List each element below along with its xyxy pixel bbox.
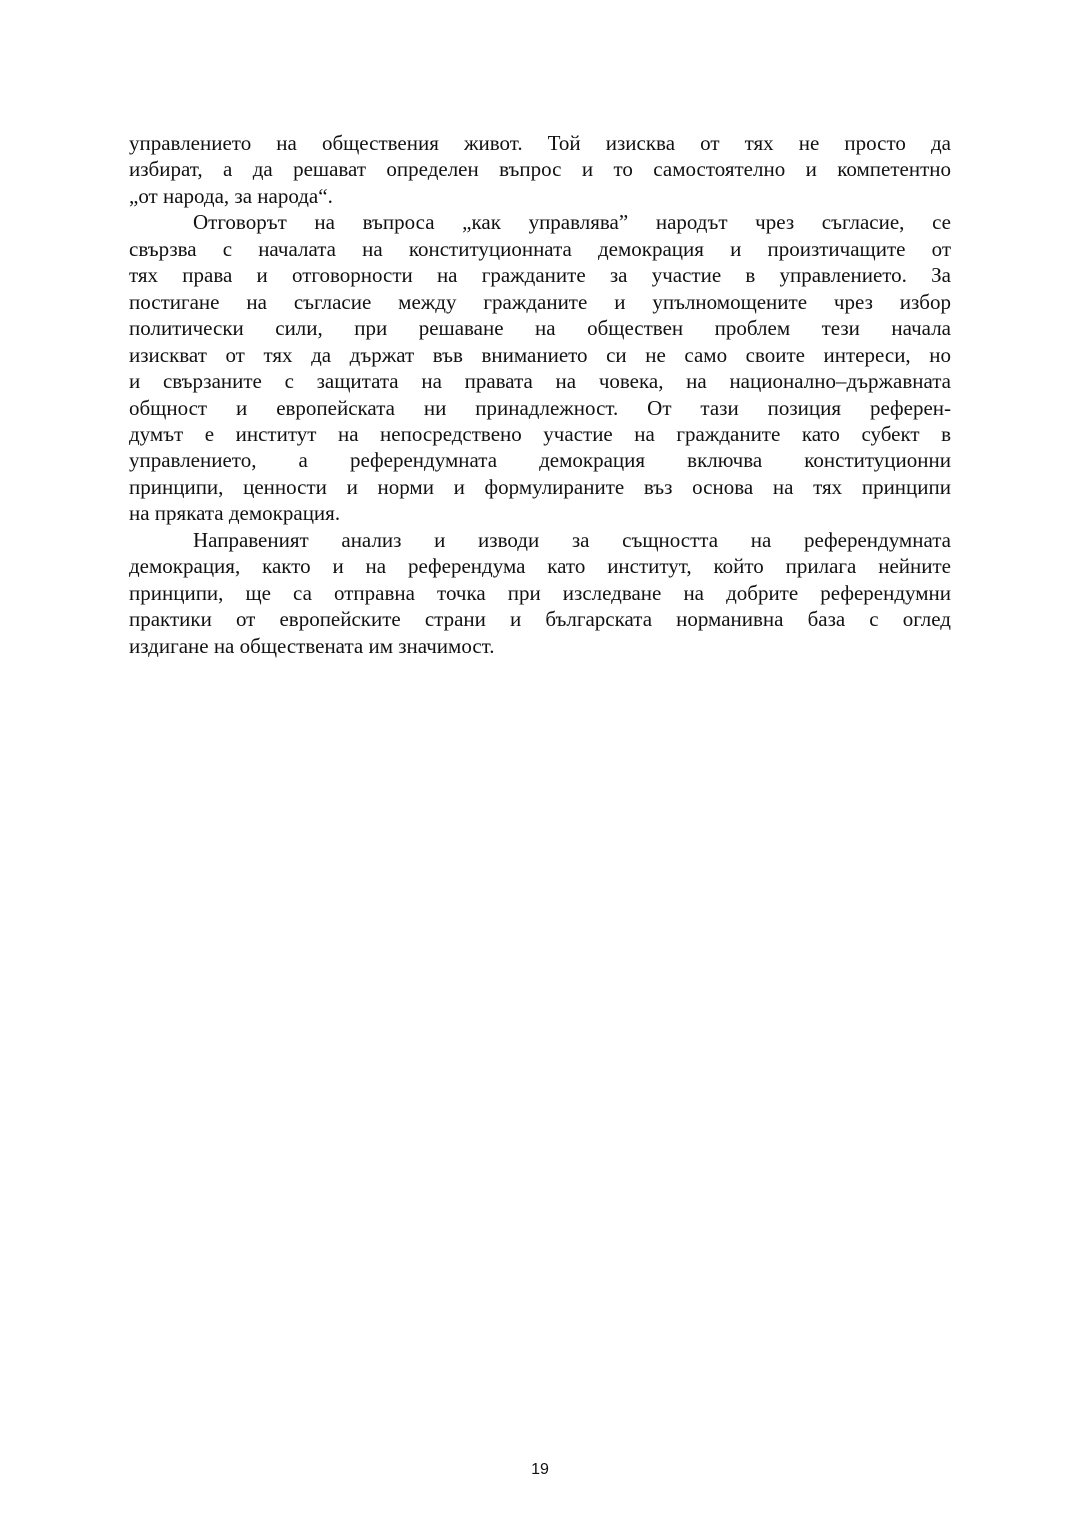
text-line: издигане на обществената им значимост. — [129, 633, 495, 658]
text-line: на пряката демокрация. — [129, 501, 341, 526]
text-line: Направеният анализ и изводи за същността на референдумната — [193, 527, 951, 552]
text-line: изискват от тях да държат във вниманието си не само своите интереси, но — [129, 342, 951, 367]
text-line: практики от европейските страни и българската норманивна база с оглед — [129, 607, 951, 632]
text-line: управлението, а референдумната демокрация включва конституционни — [129, 448, 951, 473]
text-line: свързва с началата на конституционната демокрация и произтичащите от — [129, 236, 951, 261]
text-line: избират, а да решават определен въпрос и то самостоятелно и компетентно — [129, 157, 951, 182]
text-line: Отговорът на въпроса „как управлява” народът чрез съгласие, се — [193, 210, 951, 235]
text-line: общност и европейската ни принадлежност. От тази позиция референ- — [129, 395, 951, 420]
body-text — [129, 130, 951, 659]
text-line: управлението на обществения живот. Той изисква от тях не просто да — [129, 131, 951, 155]
text-line: демокрация, както и на референдума като институт, който прилага нейните — [129, 554, 951, 579]
text-line: думът е институт на непосредствено участие на гражданите като субект в — [129, 421, 951, 446]
page-number: 19 — [531, 1461, 549, 1478]
text-line: постигане на съгласие между гражданите и упълномощените чрез избор — [129, 289, 951, 314]
text-line: тях права и отговорности на гражданите за участие в управлението. За — [129, 263, 951, 288]
text-line: принципи, ценности и норми и формулираните въз основа на тях принципи — [129, 474, 951, 499]
text-line: и свързаните с защитата на правата на човека, на национално–държавната — [129, 369, 951, 394]
text-line: принципи, ще са отправна точка при изследване на добрите референдумни — [129, 580, 951, 605]
text-line: политически сили, при решаване на обществен проблем тези начала — [129, 316, 951, 341]
text-line: „от народа, за народа“. — [129, 183, 333, 208]
